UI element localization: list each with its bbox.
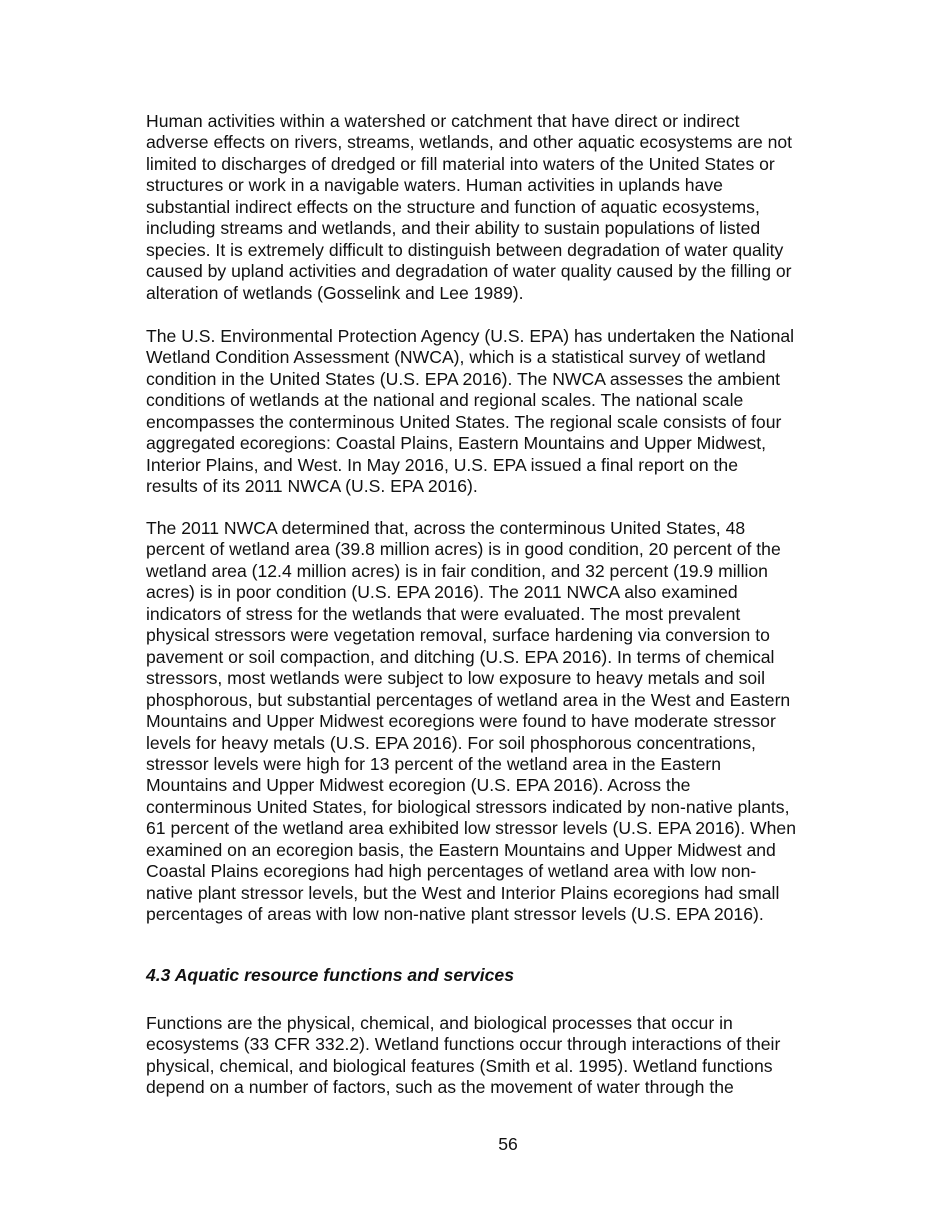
text-line: native plant stressor levels, but the West and Interior Plains ecoregions had small <box>146 882 780 903</box>
text-line: physical stressors were vegetation removal, surface hardening via conversion to <box>146 625 770 646</box>
text-line: percent of wetland area (39.8 million acres) is in good condition, 20 percent of the <box>146 539 781 560</box>
paragraph-nwca-findings <box>146 518 846 926</box>
text-line: stressor levels were high for 13 percent of the wetland area in the Eastern <box>146 753 722 774</box>
text-line: Interior Plains, and West. In May 2016, U.S. EPA issued a final report on the <box>146 454 738 475</box>
text-line: pavement or soil compaction, and ditching (U.S. EPA 2016). In terms of chemical <box>146 646 775 667</box>
text-line: substantial indirect effects on the structure and function of aquatic ecosystems, <box>146 196 760 217</box>
text-line: percentages of areas with low non-native plant stressor levels (U.S. EPA 2016). <box>146 904 764 925</box>
paragraph-functions <box>146 1013 846 1099</box>
text-line: The U.S. Environmental Protection Agency (U.S. EPA) has undertaken the National <box>146 326 795 346</box>
text-line: 61 percent of the wetland area exhibited low stressor levels (U.S. EPA 2016). When <box>146 818 797 839</box>
text-line: structures or work in a navigable waters. Human activities in uplands have <box>146 175 723 196</box>
text-line: ecosystems (33 CFR 332.2). Wetland functions occur through interactions of their <box>146 1034 781 1055</box>
text-line: phosphorous, but substantial percentages of wetland area in the West and Eastern <box>146 689 791 710</box>
text-line: stressors, most wetlands were subject to low exposure to heavy metals and soil <box>146 668 765 689</box>
page-number: 56 <box>498 1134 518 1154</box>
text-line: physical, chemical, and biological features (Smith et al. 1995). Wetland functions <box>146 1055 773 1076</box>
text-line: Human activities within a watershed or catchment that have direct or indirect <box>146 111 740 131</box>
text-line: examined on an ecoregion basis, the Eastern Mountains and Upper Midwest and <box>146 839 776 860</box>
text-line: adverse effects on rivers, streams, wetlands, and other aquatic ecosystems are not <box>146 132 793 153</box>
text-line: conterminous United States, for biological stressors indicated by non-native plants, <box>146 796 790 817</box>
text-line: results of its 2011 NWCA (U.S. EPA 2016). <box>146 476 478 497</box>
text-line: Wetland Condition Assessment (NWCA), which is a statistical survey of wetland <box>146 347 766 368</box>
text-line: levels for heavy metals (U.S. EPA 2016). For soil phosphorous concentrations, <box>146 732 756 753</box>
text-line: The 2011 NWCA determined that, across the conterminous United States, 48 <box>146 518 746 538</box>
paragraph-human-activities <box>146 111 846 304</box>
section-heading: 4.3 Aquatic resource functions and services <box>146 965 514 985</box>
text-line: indicators of stress for the wetlands that were evaluated. The most prevalent <box>146 603 741 624</box>
text-line: Mountains and Upper Midwest ecoregion (U.S. EPA 2016). Across the <box>146 775 691 796</box>
text-line: wetland area (12.4 million acres) is in fair condition, and 32 percent (19.9 million <box>146 560 768 581</box>
text-line: limited to discharges of dredged or fill material into waters of the United States or <box>146 153 775 174</box>
text-line: including streams and wetlands, and their ability to sustain populations of listed <box>146 218 761 239</box>
text-line: species. It is extremely difficult to distinguish between degradation of water quality <box>146 239 784 260</box>
text-line: alteration of wetlands (Gosselink and Lee 1989). <box>146 282 524 303</box>
text-line: aggregated ecoregions: Coastal Plains, Eastern Mountains and Upper Midwest, <box>146 433 767 454</box>
text-line: conditions of wetlands at the national and regional scales. The national scale <box>146 390 744 411</box>
paragraph-epa-nwca <box>146 326 846 498</box>
text-line: condition in the United States (U.S. EPA 2016). The NWCA assesses the ambient <box>146 368 781 389</box>
text-line: depend on a number of factors, such as the movement of water through the <box>146 1077 734 1098</box>
text-line: acres) is in poor condition (U.S. EPA 2016). The 2011 NWCA also examined <box>146 582 738 603</box>
text-line: encompasses the conterminous United States. The regional scale consists of four <box>146 411 782 432</box>
text-line: Mountains and Upper Midwest ecoregions were found to have moderate stressor <box>146 711 776 732</box>
text-line: caused by upland activities and degradation of water quality caused by the filling or <box>146 261 792 282</box>
text-line: Functions are the physical, chemical, and biological processes that occur in <box>146 1013 733 1033</box>
text-line: Coastal Plains ecoregions had high percentages of wetland area with low non- <box>146 861 757 882</box>
